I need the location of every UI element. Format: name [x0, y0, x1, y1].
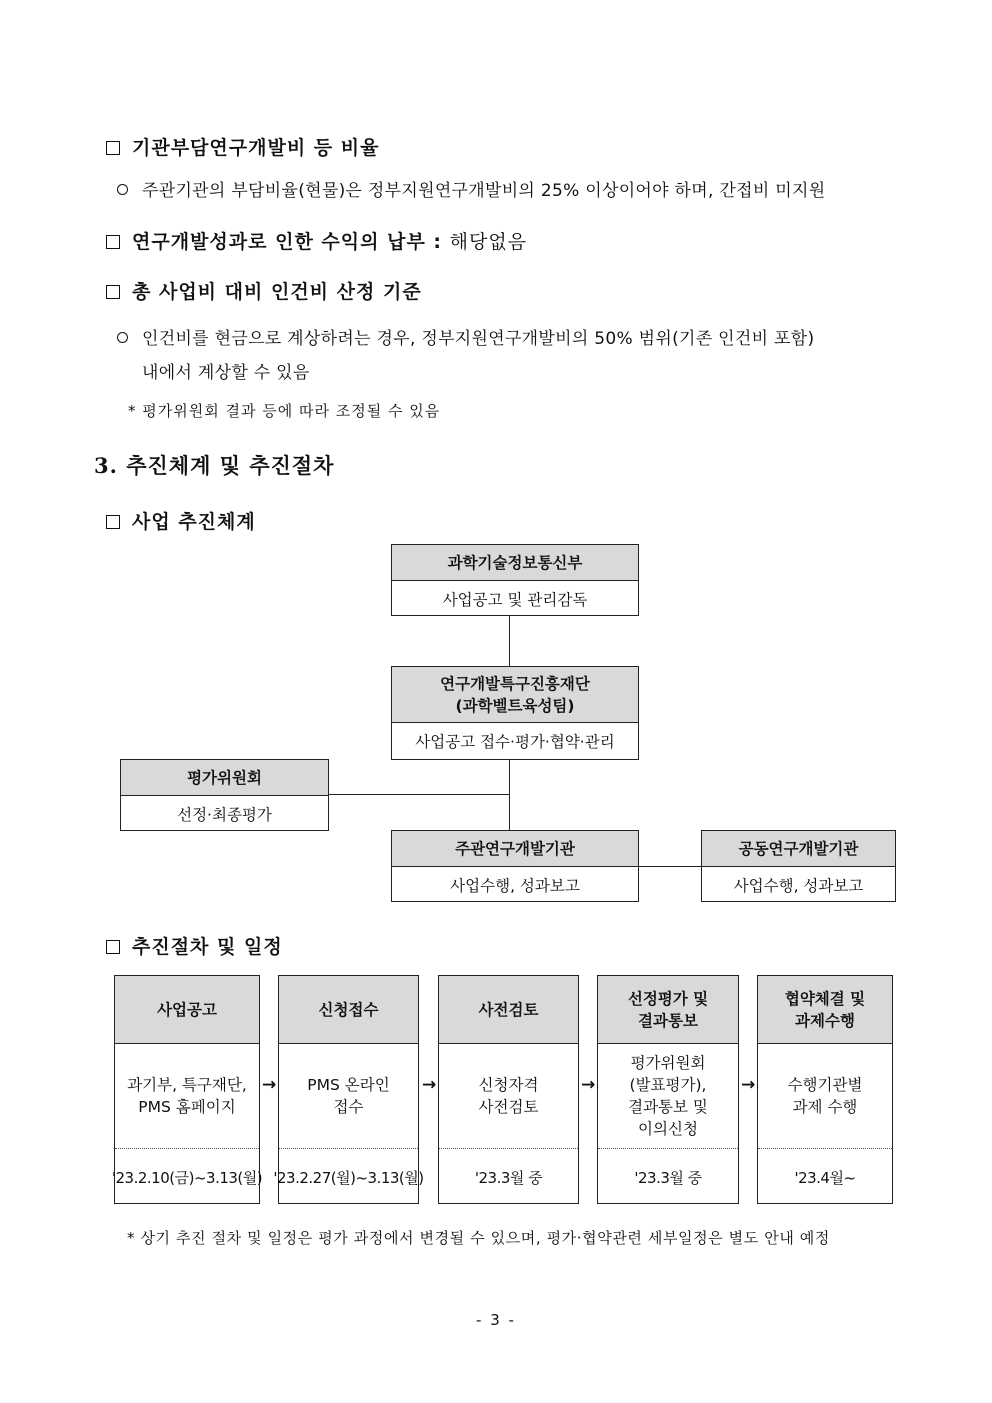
- org-committee-name: 평가위원회: [121, 760, 328, 796]
- checkbox-square-icon: [106, 515, 120, 529]
- checkbox-square-icon: [106, 940, 120, 954]
- process-step-description-line: 이의신청: [638, 1120, 698, 1138]
- page-number: - 3 -: [476, 1311, 516, 1329]
- org-box-innopolis: [391, 666, 639, 760]
- org-box-msit: [391, 544, 639, 616]
- process-step: [438, 975, 579, 1204]
- arrow-right-icon: →: [422, 1075, 437, 1095]
- process-step-title: [758, 976, 892, 1044]
- process-step-description: [115, 1044, 259, 1149]
- process-step-title-line: 결과통보: [638, 1011, 698, 1030]
- section3-title: 3. 추진체계 및 추진절차: [94, 453, 335, 478]
- section-heading-profit: [106, 227, 527, 254]
- burden-bullet: [117, 176, 825, 201]
- process-step-title-line: 사업공고: [157, 1000, 217, 1019]
- org-msit-name: 과학기술정보통신부: [392, 545, 638, 581]
- checkbox-square-icon: [106, 285, 120, 299]
- section-heading-labor: [106, 277, 422, 304]
- process-step: [273, 975, 424, 1204]
- process-step-description-line: 평가위원회: [630, 1054, 706, 1072]
- circle-bullet-icon: [117, 332, 128, 343]
- process-step-title: [115, 976, 259, 1044]
- process-step-description: [598, 1044, 738, 1149]
- process-step-description-line: PMS 홈페이지: [138, 1098, 236, 1116]
- arrow-right-icon: →: [262, 1075, 277, 1095]
- process-title: 추진절차 및 일정: [132, 936, 283, 958]
- connector-lead-joint: [638, 866, 702, 867]
- process-step-description-line: 접수: [333, 1098, 364, 1116]
- circle-bullet-icon: [117, 184, 128, 195]
- arrow-right-icon: →: [581, 1075, 596, 1095]
- org-joint-name: 공동연구개발기관: [702, 831, 895, 867]
- org-box-joint: [701, 830, 896, 902]
- org-heading: [106, 507, 256, 534]
- burden-title: 기관부담연구개발비 등 비율: [132, 137, 380, 159]
- process-step-description-line: PMS 온라인: [307, 1076, 390, 1094]
- process-step: [757, 975, 893, 1204]
- process-step-title-line: 과제수행: [795, 1011, 855, 1030]
- process-note: * 상기 추진 절차 및 일정은 평가 과정에서 변경될 수 있으며, 평가·협약관련 세부일정은 별도 안내 예정: [127, 1229, 830, 1247]
- process-step-title-line: 선정평가 및: [627, 989, 709, 1008]
- process-step: [111, 975, 263, 1204]
- process-step-date: '23.3월 중: [634, 1168, 702, 1187]
- arrow-right-icon: →: [741, 1075, 756, 1095]
- org-innopolis-name-line2: (과학벨트육성팀): [455, 696, 575, 715]
- process-step-date: '23.4월~: [794, 1168, 856, 1187]
- profit-title: 연구개발성과로 인한 수익의 납부 :: [132, 231, 443, 253]
- labor-title: 총 사업비 대비 인건비 산정 기준: [132, 281, 422, 303]
- process-step-title: [279, 976, 418, 1044]
- process-step-date: '23.3월 중: [474, 1168, 543, 1187]
- process-heading: [106, 932, 283, 959]
- org-lead-name: 주관연구개발기관: [392, 831, 638, 867]
- process-step-date: '23.2.10(금)~3.13(월): [111, 1168, 263, 1187]
- section-heading-burden: [106, 133, 379, 160]
- labor-bullet-line2: 내에서 계상할 수 있음: [142, 363, 310, 383]
- org-innopolis-role: 사업공고 접수·평가·협약·관리: [415, 733, 615, 751]
- org-title: 사업 추진체계: [132, 511, 256, 533]
- connector-msit-innopolis: [509, 615, 510, 667]
- process-step-description-line: (발표평가),: [629, 1076, 707, 1094]
- process-step-description-line: 사전검토: [478, 1098, 539, 1116]
- process-step-title-line: 협약체결 및: [784, 989, 866, 1008]
- process-step-description-line: 과제 수행: [792, 1098, 858, 1116]
- process-step-date: '23.2.27(월)~3.13(월): [273, 1168, 424, 1187]
- profit-value: 해당없음: [449, 231, 528, 253]
- org-msit-role: 사업공고 및 관리감독: [442, 590, 588, 609]
- process-step-title-line: 사전검토: [478, 1000, 539, 1019]
- org-box-lead: [391, 830, 639, 902]
- process-step-title-line: 신청접수: [318, 1000, 379, 1019]
- labor-note: * 평가위원회 결과 등에 따라 조정될 수 있음: [128, 402, 441, 420]
- process-step-title: [598, 976, 738, 1044]
- labor-bullet-text1: 인건비를 현금으로 계상하려는 경우, 정부지원연구개발비의 50% 범위(기존 인건비 포함): [142, 329, 815, 349]
- org-lead-role: 사업수행, 성과보고: [450, 876, 580, 895]
- org-innopolis-name: [392, 667, 638, 723]
- connector-committee: [328, 794, 510, 795]
- process-step-description-line: 수행기관별: [787, 1076, 863, 1094]
- labor-bullet-line1: [117, 324, 814, 349]
- org-joint-role: 사업수행, 성과보고: [733, 876, 864, 895]
- process-step-description: [439, 1044, 578, 1149]
- org-box-committee: [120, 759, 329, 831]
- process-step-description-line: 신청자격: [478, 1076, 539, 1094]
- org-committee-role: 선정·최종평가: [177, 805, 272, 824]
- process-step-description-line: 결과통보 및: [628, 1098, 708, 1116]
- checkbox-square-icon: [106, 235, 120, 249]
- burden-bullet-text: 주관기관의 부담비율(현물)은 정부지원연구개발비의 25% 이상이어야 하며, 간접비 미지원: [142, 181, 826, 201]
- process-step-title: [439, 976, 578, 1044]
- org-innopolis-name-line1: 연구개발특구진흥재단: [440, 674, 590, 693]
- process-step-description: [758, 1044, 892, 1149]
- process-step-description: [279, 1044, 418, 1149]
- process-step: [597, 975, 739, 1204]
- process-step-description-line: 과기부, 특구재단,: [127, 1076, 247, 1094]
- checkbox-square-icon: [106, 141, 120, 155]
